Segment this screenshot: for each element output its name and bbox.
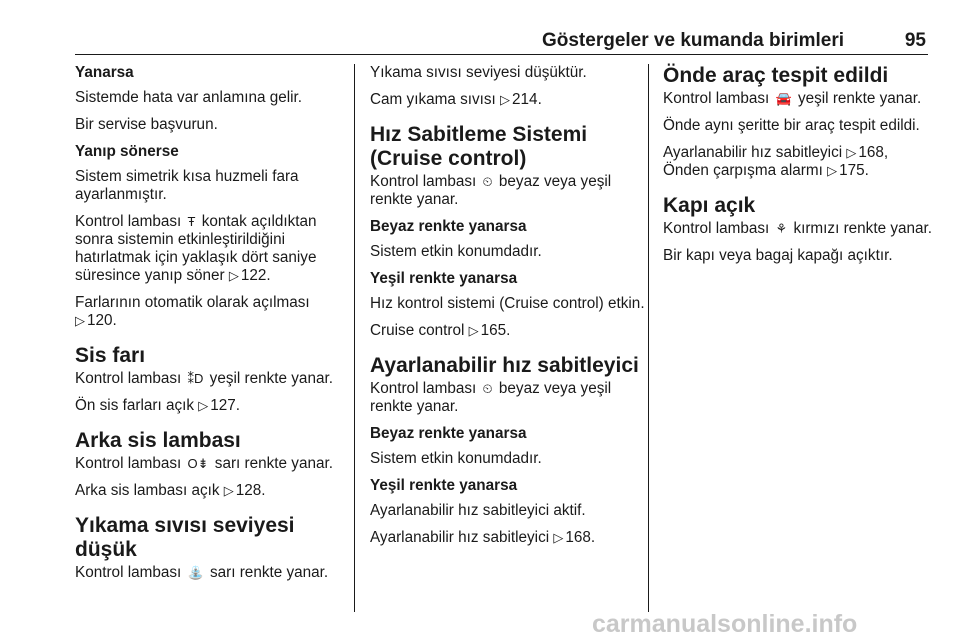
heading-yesil-renkte: Yeşil renkte yanarsa: [370, 270, 518, 287]
text: sarı renkte yanar.: [209, 564, 329, 581]
column-1: [75, 64, 357, 591]
text: Kontrol lambası: [370, 173, 477, 190]
heading-hiz-sabitleme: Hız Sabitleme Sistemi (Cruise control): [370, 123, 588, 170]
page-ref-link[interactable]: 122.: [240, 267, 271, 284]
washer-fluid-icon: ⛲: [187, 565, 204, 580]
paragraph: [75, 397, 357, 415]
heading-ayarlanabilir: Ayarlanabilir hız sabitleyici: [370, 354, 639, 377]
page-ref-link[interactable]: 175.: [839, 162, 869, 179]
paragraph: Bir servise başvurun.: [75, 116, 218, 133]
page-ref-link[interactable]: 168.: [565, 529, 596, 546]
page-ref-link[interactable]: 120.: [87, 312, 117, 329]
page-ref-link[interactable]: 128.: [235, 482, 266, 499]
heading-beyaz-renkte: Beyaz renkte yanarsa: [370, 425, 527, 442]
text: Kontrol lambası: [75, 564, 182, 581]
text: sarı renkte yanar.: [214, 455, 333, 472]
paragraph: Sistem etkin konumdadır.: [370, 243, 542, 260]
paragraph: Sistem etkin konumdadır.: [370, 450, 542, 467]
page-ref-icon: ▷: [198, 398, 209, 413]
page-ref-icon: ▷: [75, 313, 85, 328]
page-ref-icon: ▷: [500, 92, 511, 107]
heading-sis-fari: Sis farı: [75, 344, 146, 367]
text: Kontrol lambası: [75, 455, 182, 472]
heading-kapi-acik: Kapı açık: [663, 194, 756, 217]
paragraph: [370, 91, 652, 109]
text: Farlarının otomatik olarak açılması: [75, 294, 310, 311]
cruise-control-icon: ⏲: [482, 381, 493, 396]
page-ref-icon: ▷: [468, 323, 479, 338]
paragraph: Hız kontrol sistemi (Cruise control) etkin.: [370, 295, 645, 312]
text: Kontrol lambası: [75, 370, 182, 387]
watermark: carmanualsonline.info: [592, 610, 858, 638]
text: beyaz veya yeşil renkte yanar.: [370, 380, 612, 415]
paragraph: [370, 322, 652, 340]
text: yeşil renkte yanar.: [209, 370, 333, 387]
page-ref-icon: ▷: [827, 163, 838, 178]
car-ahead-icon: 🚘: [775, 91, 792, 106]
paragraph: Sistemde hata var anlamına gelir.: [75, 89, 303, 106]
paragraph: Önde aynı şeritte bir araç tespit edildi.: [663, 117, 920, 134]
text: Ayarlanabilir hız sabitleyici: [370, 529, 550, 546]
text: Kontrol lambası: [663, 90, 770, 107]
text: Önden çarpışma alarmı: [663, 162, 823, 179]
text: Cruise control: [370, 322, 465, 339]
heading-yanarsa: Yanarsa: [75, 64, 134, 81]
text: Kontrol lambası: [75, 213, 182, 230]
paragraph: [663, 220, 933, 238]
page-title: Göstergeler ve kumanda birimleri: [541, 30, 844, 51]
paragraph: [370, 173, 652, 209]
paragraph: [75, 294, 357, 330]
paragraph: [75, 564, 357, 582]
paragraph: [75, 482, 357, 500]
text: Ayarlanabilir hız sabitleyici: [663, 144, 843, 161]
heading-yesil-renkte: Yeşil renkte yanarsa: [370, 477, 518, 494]
page-ref-icon: ▷: [223, 483, 234, 498]
page-ref-link[interactable]: 165.: [480, 322, 511, 339]
page-ref-link[interactable]: 214.: [512, 91, 542, 108]
text: Arka sis lambası açık: [75, 482, 220, 499]
page-ref-icon: ▷: [553, 530, 564, 545]
text: yeşil renkte yanar.: [797, 90, 922, 107]
paragraph: [663, 90, 933, 108]
paragraph: Ayarlanabilir hız sabitleyici aktif.: [370, 502, 586, 519]
paragraph: Yıkama sıvısı seviyesi düşüktür.: [370, 64, 587, 81]
paragraph: [663, 144, 933, 180]
page-ref-icon: ▷: [846, 145, 857, 160]
page-ref-link[interactable]: 127.: [210, 397, 241, 414]
header-divider: [75, 54, 928, 55]
heading-beyaz-renkte: Beyaz renkte yanarsa: [370, 218, 527, 235]
text: beyaz veya yeşil renkte yanar.: [370, 173, 612, 208]
column-3: [663, 64, 933, 274]
heading-yikama-sivisi: Yıkama sıvısı seviyesi düşük: [75, 514, 295, 561]
text: kontak açıldıktan sonra sistemin etkinleştirildiğini hatırlatmak için yaklaşık dört saniye süresince yanıp söner: [75, 213, 317, 284]
cruise-control-icon: ⏲: [482, 174, 493, 189]
heading-yanip-sonerse: Yanıp sönerse: [75, 143, 179, 160]
paragraph: Bir kapı veya bagaj kapağı açıktır.: [663, 247, 893, 264]
text: Kontrol lambası: [370, 380, 477, 397]
column-2: [370, 64, 652, 556]
text: kırmızı renkte yanar.: [793, 220, 933, 237]
rear-fog-icon: O⇟: [187, 456, 209, 471]
text: Cam yıkama sıvısı: [370, 91, 496, 108]
paragraph: [75, 455, 357, 473]
light-reminder-icon: Ŧ: [187, 214, 196, 229]
paragraph: [370, 529, 652, 547]
heading-onde-arac: Önde araç tespit edildi: [663, 64, 889, 87]
heading-arka-sis-lambasi: Arka sis lambası: [75, 429, 241, 452]
front-fog-icon: ⁑D: [187, 371, 204, 386]
page-number: 95: [904, 30, 926, 51]
page-ref-link[interactable]: 168,: [858, 144, 889, 161]
text: Kontrol lambası: [663, 220, 770, 237]
door-open-icon: ⚘: [775, 221, 788, 236]
text: Ön sis farları açık: [75, 397, 195, 414]
paragraph: [370, 380, 652, 416]
page-ref-icon: ▷: [228, 268, 239, 283]
paragraph: Sistem simetrik kısa huzmeli fara ayarlanmıştır.: [75, 168, 299, 203]
paragraph: [75, 370, 357, 388]
paragraph: [75, 213, 357, 285]
page-header: [0, 30, 928, 54]
